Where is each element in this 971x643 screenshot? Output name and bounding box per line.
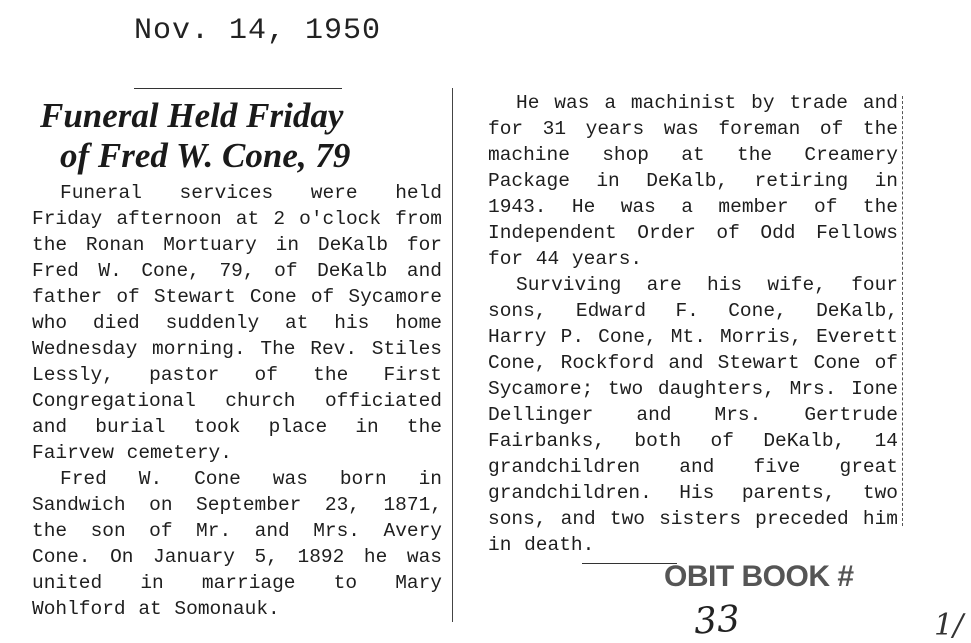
date-stamp: Nov. 14, 1950 — [134, 14, 382, 48]
headline — [30, 96, 450, 176]
paragraph: He was a machinist by trade and for 31 years was foreman of the machine shop at the Creamery Package in DeKalb, retiring in 1943. He was a member of the Independent Order of Odd Fellows for 44 years. — [488, 92, 898, 270]
article-column-left — [32, 180, 442, 622]
paragraph: Surviving are his wife, four sons, Edward F. Cone, DeKalb, Harry P. Cone, Mt. Morris, Everett Cone, Rockford and Stewart Cone of Sycamore; two daughters, Mrs. Ione Dellinger and Mrs. Gertrude Fairbanks, both of DeKalb, 14 grandchildren and five great grandchildren. His parents, two sons, and two sisters preceded him in death. — [488, 274, 898, 556]
article-column-right — [488, 90, 898, 558]
corner-handwritten-mark: 1/ — [934, 608, 964, 643]
headline-line-1: Funeral Held Friday — [40, 96, 344, 135]
paragraph: Fred W. Cone was born in Sandwich on September 23, 1871, the son of Mr. and Mrs. Avery Cone. On January 5, 1892 he was united in marriage to Mary Wohlford at Somonauk. — [32, 468, 442, 620]
bottom-rule — [582, 563, 677, 564]
obit-book-label: OBIT BOOK # — [664, 560, 854, 593]
column-divider — [452, 88, 453, 622]
top-rule — [134, 88, 342, 89]
headline-line-2: of Fred W. Cone, 79 — [60, 136, 351, 175]
paragraph: Funeral services were held Friday afternoon at 2 o'clock from the Ronan Mortuary in DeKalb for Fred W. Cone, 79, of DeKalb and father of Stewart Cone of Sycamore who died suddenly at his home Wednesday morning. The Rev. Stiles Lessly, pastor of the First Congregational church officiated and burial took place in the Fairvew cemetery. — [32, 182, 442, 464]
right-clipping-edge — [902, 96, 903, 526]
obit-book-number: 33 — [692, 598, 742, 643]
